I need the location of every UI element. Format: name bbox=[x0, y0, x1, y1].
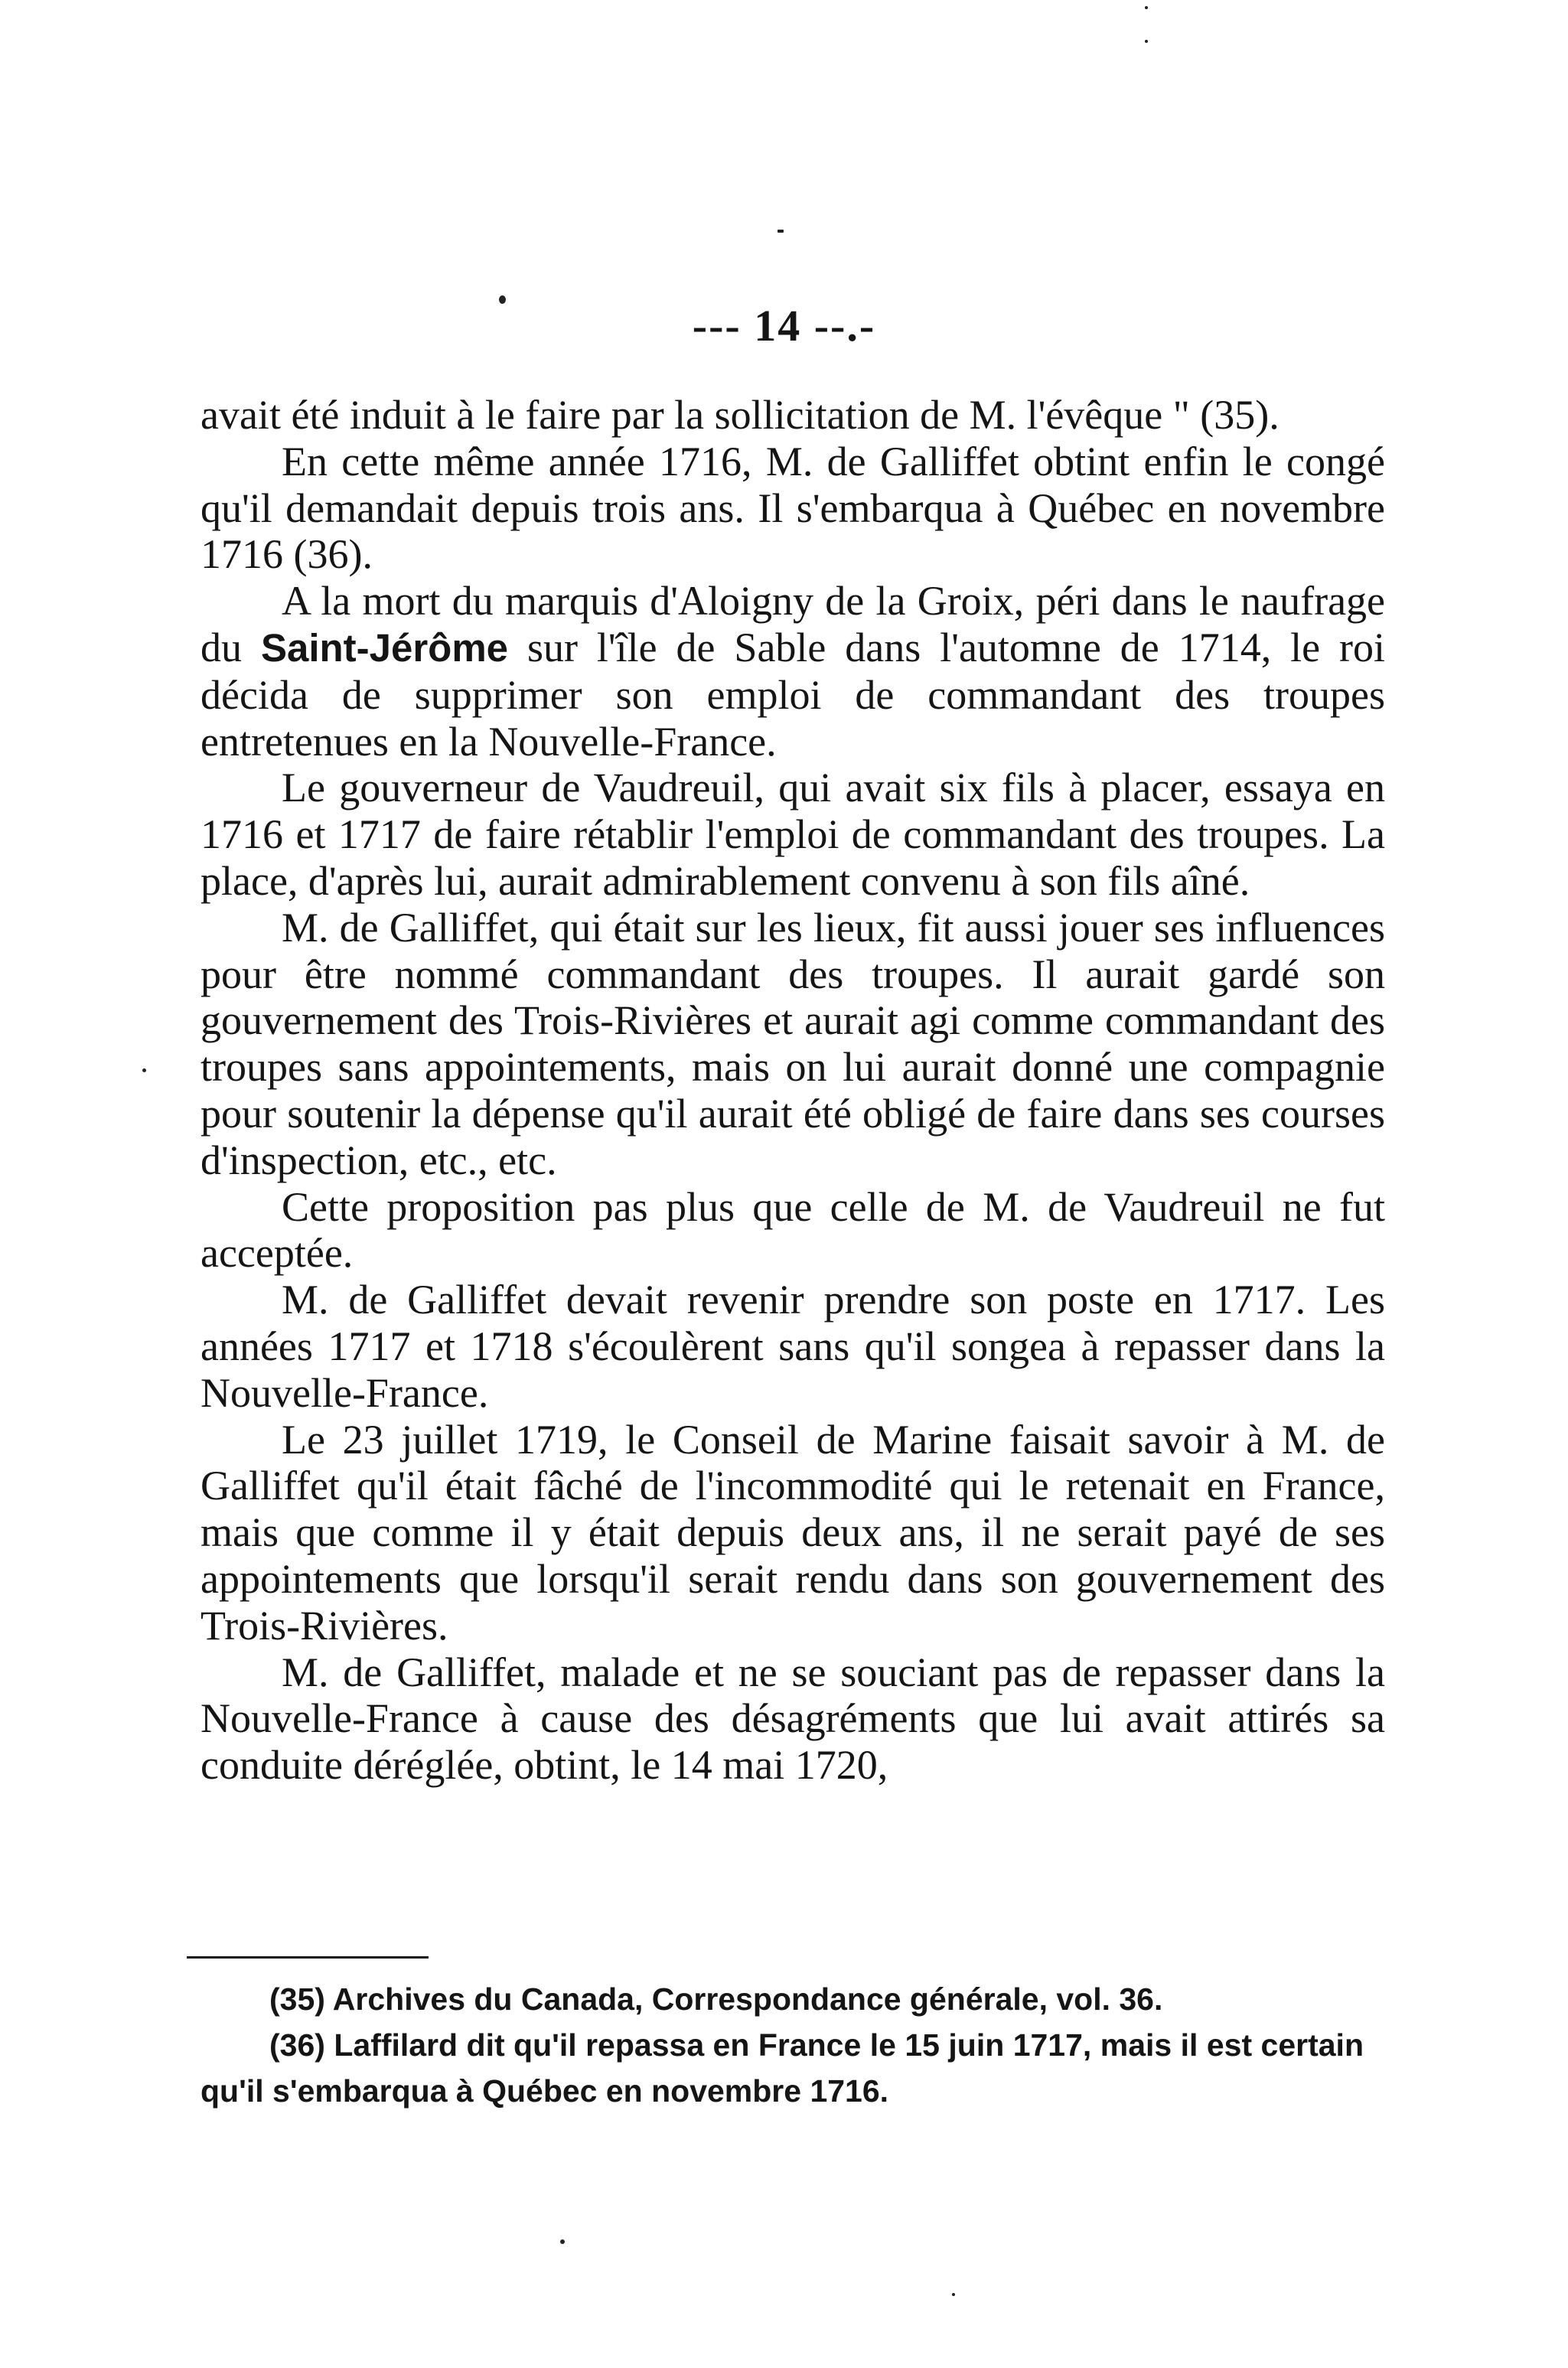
paragraph: M. de Galliffet devait revenir prendre son poste en 1717. Les années 1717 et 1718 s'écoulèrent sans qu'il songea à repasser dans la Nouvelle-France. bbox=[200, 1277, 1385, 1416]
paragraph-text: sur l'île de Sable dans l'automne de 1714, le roi décida de supprimer son emploi de commandant des troupes entretenues en la Nouvelle-France. bbox=[200, 624, 1386, 765]
paragraph: En cette même année 1716, M. de Galliffet obtint enfin le congé qu'il demandait depuis trois ans. Il s'embarqua à Québec en novembre 1716 (36). bbox=[200, 438, 1385, 578]
ink-speck bbox=[952, 2293, 955, 2296]
ink-speck bbox=[1145, 6, 1148, 9]
paragraph: avait été induit à le faire par la sollicitation de M. l'évêque " (35). bbox=[200, 392, 1280, 438]
ink-speck bbox=[560, 2239, 565, 2244]
paragraph: Le 23 juillet 1719, le Conseil de Marine faisait savoir à M. de Galliffet qu'il était fâché de l'incommodité qui le retenait en France, mais que comme il y était depuis deux ans, il ne serait payé de ses appointements que lorsqu'il serait rendu dans son gouvernement des Trois-Rivières. bbox=[200, 1416, 1385, 1649]
ship-name: Saint-Jérôme bbox=[260, 625, 509, 670]
paragraph bbox=[200, 578, 1385, 765]
paragraph-text: A la mort du marquis d'Aloigny de la Groix, péri dans le naufrage du bbox=[200, 578, 1385, 670]
paragraph: M. de Galliffet, malade et ne se souciant pas de repasser dans la Nouvelle-France à cause des désagréments que lui avait attirés sa conduite déréglée, obtint, le 14 mai 1720, bbox=[200, 1649, 1385, 1789]
paragraph: Cette proposition pas plus que celle de M. de Vaudreuil ne fut acceptée. bbox=[200, 1183, 1385, 1277]
page-number: --- 14 --.- bbox=[692, 301, 876, 351]
footnotes bbox=[200, 1976, 1364, 2114]
paragraph: M. de Galliffet, qui était sur les lieux, fit aussi jouer ses influences pour être nommé commandant des troupes. Il aurait gardé son gouvernement des Trois-Rivières et aurait agi comme commandant des troupes sans appointements, mais on lui aurait donné une compagnie pour soutenir la dépense qu'il aurait été obligé de faire dans ses courses d'inspection, etc., etc. bbox=[200, 904, 1385, 1183]
body-text bbox=[200, 392, 1385, 1789]
ink-speck bbox=[777, 230, 784, 233]
footnote: (35) Archives du Canada, Correspondance générale, vol. 36. bbox=[269, 1981, 1163, 2017]
ink-speck bbox=[1145, 40, 1148, 43]
paragraph: Le gouverneur de Vaudreuil, qui avait six fils à placer, essaya en 1716 et 1717 de faire rétablir l'emploi de commandant des troupes. La place, d'après lui, aurait admirablement convenu à son fils aîné. bbox=[200, 765, 1385, 904]
footnote: (36) Laffilard dit qu'il repassa en France le 15 juin 1717, mais il est certain qu'il s'embarqua à Québec en novembre 1716. bbox=[200, 2027, 1364, 2109]
footnote-divider bbox=[187, 1956, 429, 1959]
ink-speck bbox=[142, 1068, 146, 1072]
